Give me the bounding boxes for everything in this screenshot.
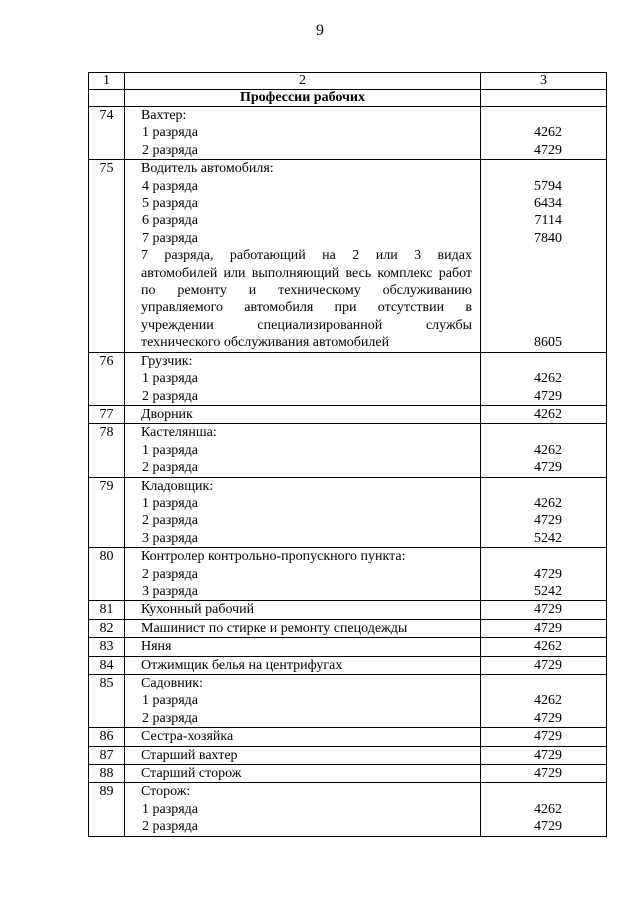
salary-value: 4729 — [534, 766, 562, 782]
empty-value — [481, 783, 562, 800]
row-number: 88 — [89, 765, 125, 783]
grade-label: 2 разряда — [142, 513, 199, 529]
salary-value: 4262 — [534, 442, 562, 458]
grade-label: 1 разряда — [142, 371, 199, 387]
table-row — [89, 728, 607, 746]
salary-value: 4262 — [534, 495, 562, 511]
grade-label: 1 разряда — [142, 495, 199, 511]
empty-value — [481, 160, 562, 177]
empty-value — [481, 353, 562, 370]
row-number: 86 — [89, 728, 125, 746]
profession-cell — [125, 405, 481, 423]
profession-description-line: управляемого автомобиля при отсутствии в — [141, 300, 472, 316]
salary-cell — [481, 601, 607, 619]
salary-value: 4262 — [534, 639, 562, 655]
salary-cell — [481, 638, 607, 656]
salary-value: 4729 — [534, 747, 562, 763]
salary-cell — [481, 160, 607, 352]
column-header-3: 3 — [481, 73, 607, 90]
row-number: 82 — [89, 619, 125, 637]
row-number: 84 — [89, 656, 125, 674]
salary-cell — [481, 728, 607, 746]
grade-label: 7 разряда — [142, 230, 199, 246]
table-row — [89, 783, 607, 836]
salary-value: 4262 — [534, 801, 562, 817]
grade-label: 1 разряда — [142, 801, 199, 817]
profession-cell — [125, 548, 481, 601]
row-number: 76 — [89, 352, 125, 405]
empty-value — [481, 299, 562, 316]
empty-value — [481, 478, 562, 495]
profession-name: Грузчик: — [141, 353, 193, 369]
row-number: 74 — [89, 107, 125, 160]
row-number: 80 — [89, 548, 125, 601]
profession-cell — [125, 619, 481, 637]
table-row — [89, 746, 607, 764]
profession-name: Вахтер: — [141, 108, 187, 123]
salary-cell — [481, 746, 607, 764]
row-number: 78 — [89, 424, 125, 477]
salary-value: 4262 — [534, 693, 562, 709]
salary-value: 4729 — [534, 566, 562, 582]
grade-label: 2 разряда — [142, 566, 199, 582]
profession-name: Старший вахтер — [141, 747, 238, 763]
empty-value — [481, 548, 562, 565]
profession-name: Кухонный рабочий — [141, 602, 255, 618]
salary-value: 4729 — [534, 460, 562, 476]
grade-label: 4 разряда — [142, 178, 199, 194]
page-number: 9 — [316, 22, 324, 39]
profession-cell — [125, 160, 481, 352]
profession-name: Старший сторож — [141, 766, 242, 782]
empty-value — [481, 424, 562, 441]
salary-value: 8605 — [534, 335, 562, 351]
salary-value: 4729 — [534, 819, 562, 835]
profession-name: Кастелянша: — [141, 425, 217, 441]
column-header-1: 1 — [89, 73, 125, 90]
profession-description-line: технического обслуживания автомобилей — [141, 335, 390, 351]
profession-pay-table — [88, 72, 607, 837]
table-row — [89, 107, 607, 160]
profession-description-line: 7 разряда, работающий на 2 или 3 видах — [141, 248, 472, 264]
grade-label: 3 разряда — [142, 583, 199, 599]
salary-cell — [481, 548, 607, 601]
table-row — [89, 638, 607, 656]
grade-label: 1 разряда — [142, 693, 199, 709]
salary-cell — [481, 619, 607, 637]
grade-label: 2 разряда — [142, 819, 199, 835]
table-row — [89, 765, 607, 783]
salary-cell — [481, 424, 607, 477]
row-number: 89 — [89, 783, 125, 836]
column-header-2: 2 — [125, 73, 481, 90]
grade-label: 2 разряда — [142, 460, 199, 476]
profession-name: Садовник: — [141, 676, 203, 691]
salary-value: 4729 — [534, 657, 562, 673]
empty-value — [481, 107, 562, 124]
salary-value: 4729 — [534, 388, 562, 404]
grade-label: 2 разряда — [142, 710, 199, 726]
salary-cell — [481, 477, 607, 548]
salary-value: 5242 — [534, 530, 562, 546]
profession-name: Дворник — [141, 406, 193, 422]
table-row — [89, 656, 607, 674]
empty-value — [481, 282, 562, 299]
profession-name: Водитель автомобиля: — [141, 161, 274, 177]
row-number: 79 — [89, 477, 125, 548]
profession-name: Сторож: — [141, 784, 191, 800]
profession-cell — [125, 638, 481, 656]
table-row — [89, 424, 607, 477]
salary-value: 7114 — [534, 213, 562, 229]
profession-cell — [125, 783, 481, 836]
profession-description-line: по ремонту и техническому обслуживанию — [141, 283, 472, 299]
salary-value: 5794 — [534, 178, 562, 194]
grade-label: 2 разряда — [142, 142, 199, 158]
profession-name: Контролер контрольно-пропускного пункта: — [141, 549, 406, 565]
table-row — [89, 619, 607, 637]
profession-cell — [125, 352, 481, 405]
table-row — [89, 405, 607, 423]
profession-name: Машинист по стирке и ремонту спецодежды — [141, 620, 408, 636]
profession-cell — [125, 424, 481, 477]
grade-label: 1 разряда — [142, 442, 199, 458]
table-row — [89, 160, 607, 352]
salary-value: 4729 — [534, 729, 562, 745]
salary-value: 4262 — [534, 371, 562, 387]
grade-label: 5 разряда — [142, 196, 199, 212]
empty-value — [481, 317, 562, 334]
table-header-row — [89, 73, 607, 90]
profession-description-line: учреждении специализированной службы — [141, 317, 472, 333]
salary-cell — [481, 783, 607, 836]
section-row — [89, 90, 607, 107]
section-title: Профессии рабочих — [125, 90, 481, 107]
row-number: 81 — [89, 601, 125, 619]
profession-description-line: автомобилей или выполняющий весь комплекс работ — [141, 265, 472, 281]
row-number: 77 — [89, 405, 125, 423]
table-row — [89, 601, 607, 619]
profession-cell — [125, 728, 481, 746]
empty-value — [481, 265, 562, 282]
empty-value — [481, 247, 562, 264]
salary-value: 7840 — [534, 230, 562, 246]
salary-value: 4729 — [534, 513, 562, 529]
table-row — [89, 352, 607, 405]
profession-cell — [125, 601, 481, 619]
profession-cell — [125, 107, 481, 160]
salary-value: 4262 — [534, 125, 562, 141]
profession-cell — [125, 656, 481, 674]
empty-value — [481, 675, 562, 692]
salary-value: 4729 — [534, 142, 562, 158]
salary-cell — [481, 675, 607, 728]
profession-name: Отжимщик белья на центрифугах — [141, 657, 343, 673]
row-number: 87 — [89, 746, 125, 764]
grade-label: 2 разряда — [142, 388, 199, 404]
profession-name: Сестра-хозяйка — [141, 729, 234, 745]
profession-cell — [125, 746, 481, 764]
profession-cell — [125, 675, 481, 728]
row-number: 85 — [89, 675, 125, 728]
salary-value: 4729 — [534, 602, 562, 618]
salary-value: 4729 — [534, 710, 562, 726]
grade-label: 1 разряда — [142, 125, 199, 141]
table-row — [89, 675, 607, 728]
profession-cell — [125, 477, 481, 548]
salary-cell — [481, 107, 607, 160]
grade-label: 6 разряда — [142, 213, 199, 229]
grade-label: 3 разряда — [142, 530, 199, 546]
salary-value: 6434 — [534, 196, 562, 212]
table-row — [89, 548, 607, 601]
profession-name: Кладовщик: — [141, 478, 214, 494]
salary-cell — [481, 352, 607, 405]
salary-cell — [481, 765, 607, 783]
row-number: 83 — [89, 638, 125, 656]
salary-cell — [481, 405, 607, 423]
table-row — [89, 477, 607, 548]
profession-cell — [125, 765, 481, 783]
profession-name: Няня — [141, 639, 172, 655]
salary-value: 5242 — [534, 583, 562, 599]
salary-value: 4262 — [534, 406, 562, 422]
salary-value: 4729 — [534, 620, 562, 636]
row-number: 75 — [89, 160, 125, 352]
salary-cell — [481, 656, 607, 674]
